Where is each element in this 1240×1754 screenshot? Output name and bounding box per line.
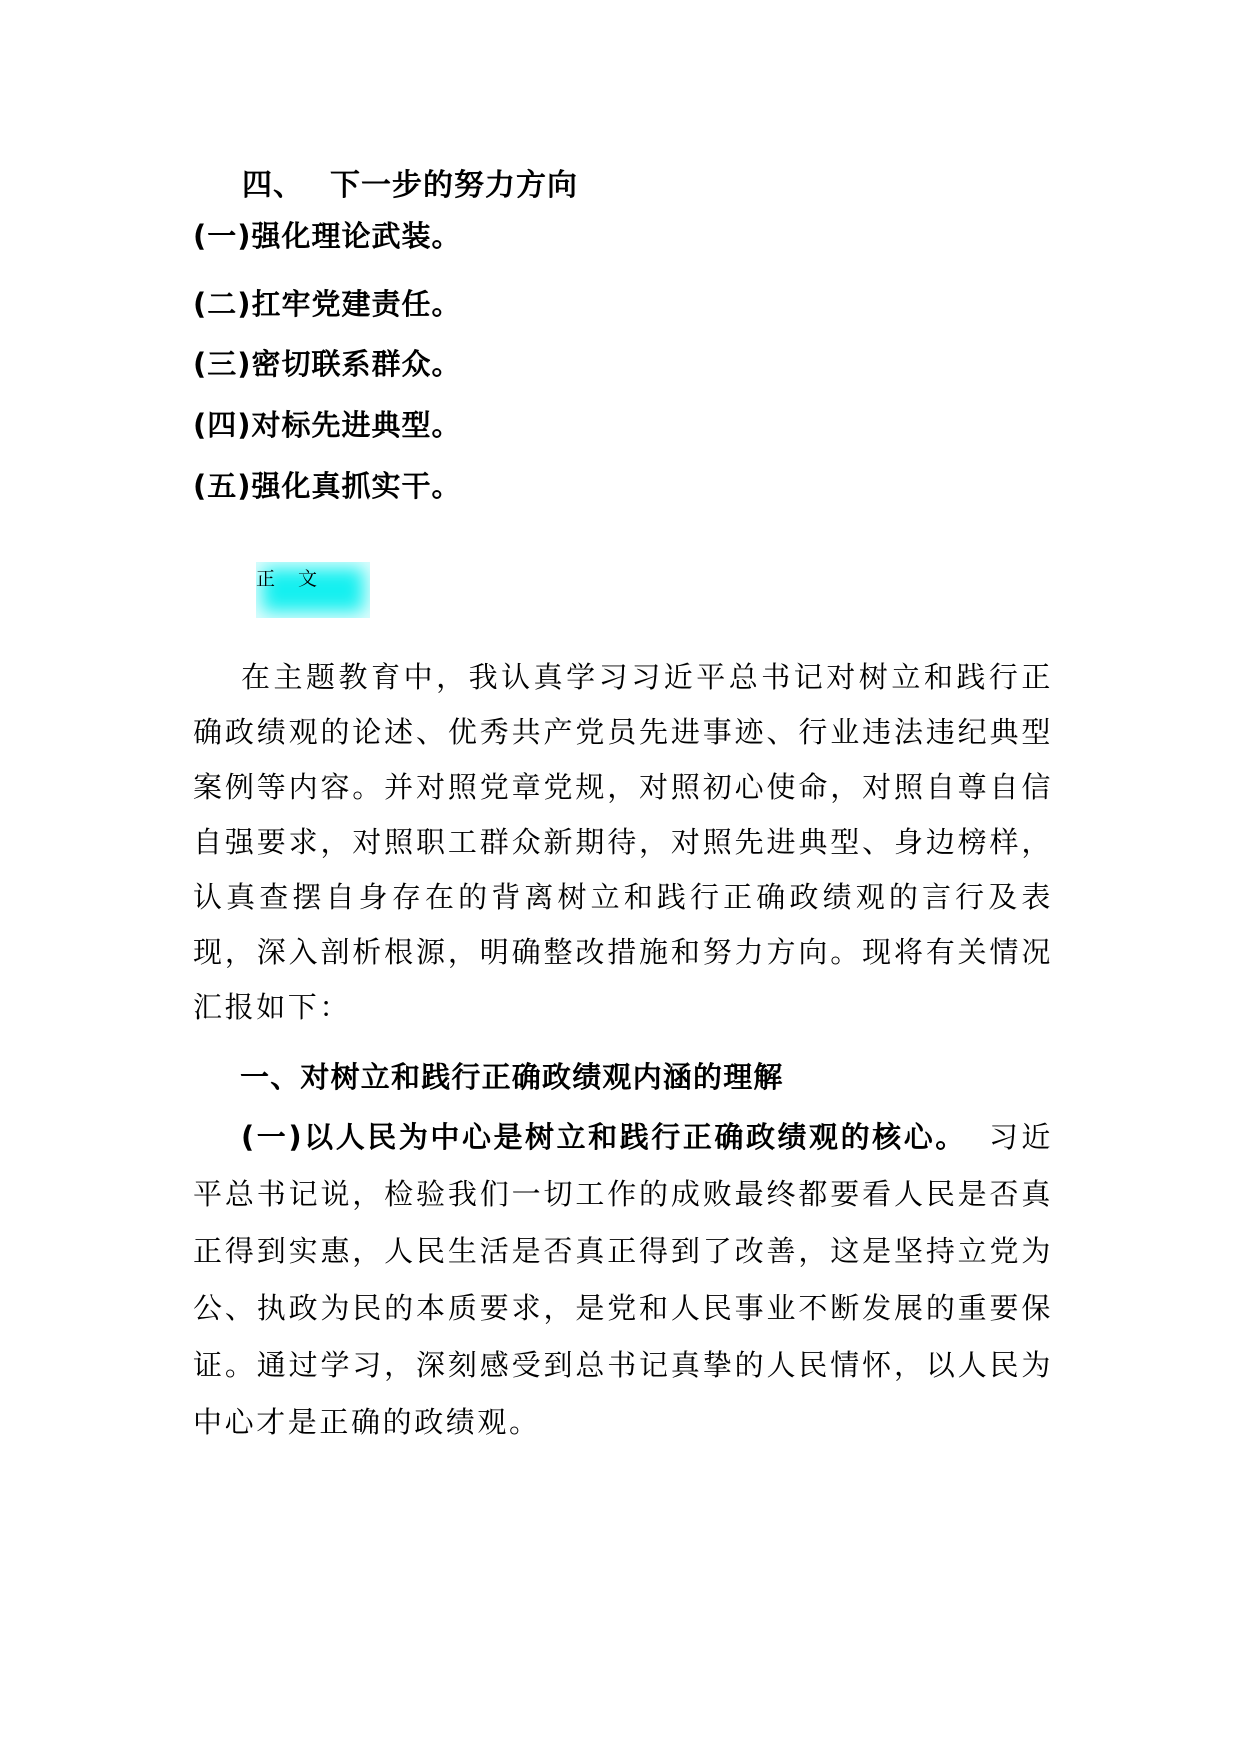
subsection-one-body: 习近平总书记说，检验我们一切工作的成败最终都要看人民是否真正得到实惠，人民生活是否真正得到了改善，这是坚持立党为公、执政为民的本质要求，是党和人民事业不断发展的重要保证。通过学习，深刻感受到总书记真挚的人民情怀，以人民为中心才是正确的政绩观。 xyxy=(193,1120,1053,1439)
section-four-number: 四、 xyxy=(242,168,304,203)
style-label-box xyxy=(256,562,370,618)
plan-item-1: (一)强化理论武装。 xyxy=(193,219,462,253)
section-one-heading: 一、对树立和践行正确政绩观内涵的理解 xyxy=(240,1060,784,1094)
plan-item-3: (三)密切联系群众。 xyxy=(193,347,462,381)
plan-item-5: (五)强化真抓实干。 xyxy=(193,469,462,503)
subsection-one-lead: (一)以人民为中心是树立和践行正确政绩观的核心。 xyxy=(241,1120,967,1154)
section-four-title: 下一步的努力方向 xyxy=(330,168,578,203)
plan-item-4: (四)对标先进典型。 xyxy=(193,408,462,442)
intro-paragraph: 在主题教育中，我认真学习习近平总书记对树立和践行正确政绩观的论述、优秀共产党员先进事迹、行业违法违纪典型案例等内容。并对照党章党规，对照初心使命，对照自尊自信自强要求，对照职工群众新期待，对照先进典型、身边榜样，认真查摆自身存在的背离树立和践行正确政绩观的言行及表现，深入剖析根源，明确整改措施和努力方向。现将有关情况汇报如下： xyxy=(193,660,1053,1024)
plan-item-2: (二)扛牢党建责任。 xyxy=(193,287,462,321)
section-four-heading xyxy=(242,160,578,204)
subsection-one-paragraph xyxy=(193,1109,1053,1451)
style-label-text: 正 文 xyxy=(256,568,320,590)
